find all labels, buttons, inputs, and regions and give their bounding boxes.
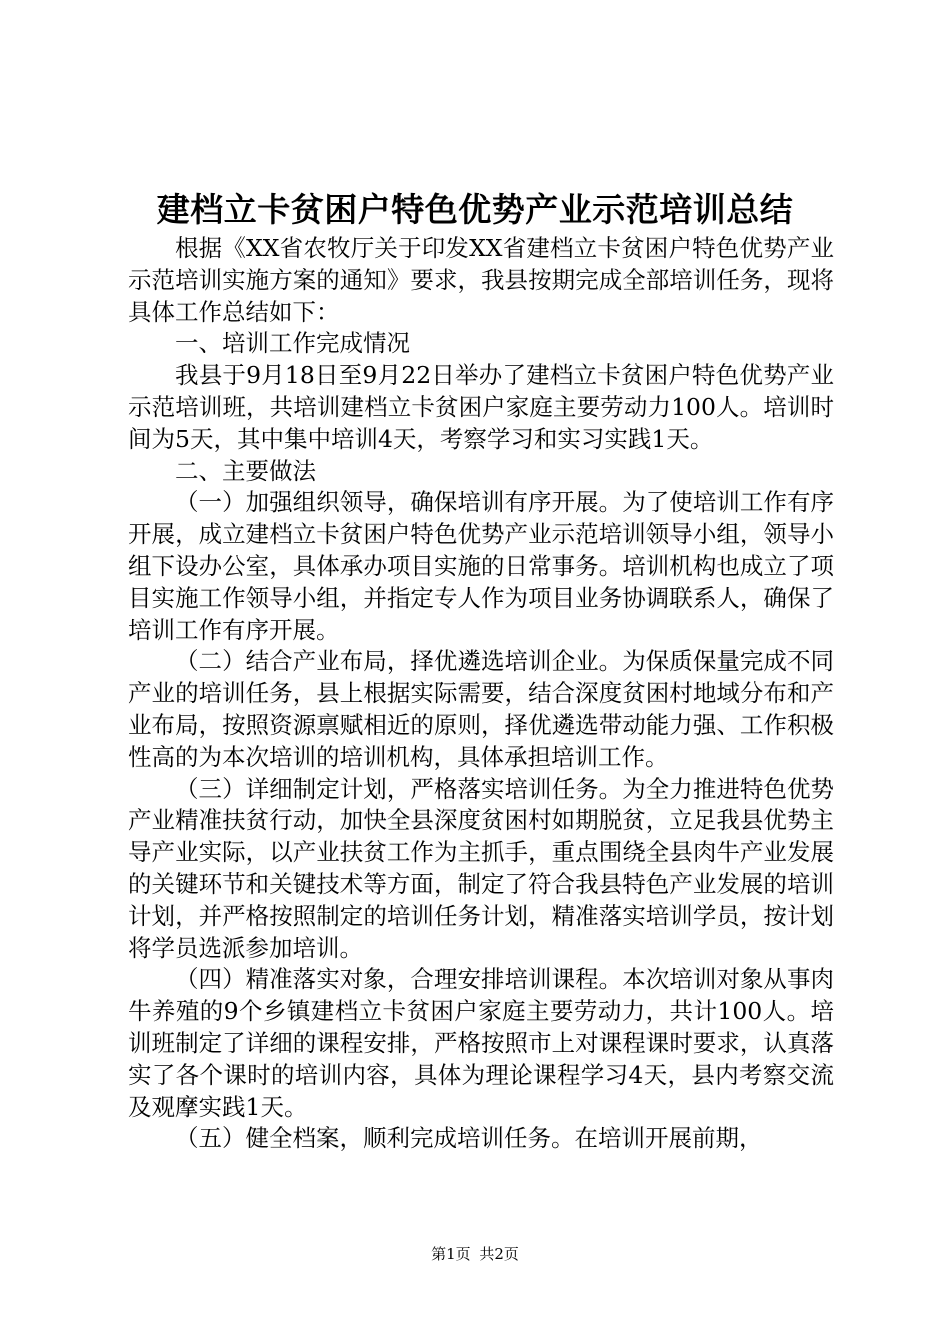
document-body (128, 233, 834, 1155)
intro-paragraph: 根据《XX省农牧厅关于印发XX省建档立卡贫困户特色优势产业示范培训实施方案的通知》要求，我县按期完成全部培训任务，现将具体工作总结如下： (128, 234, 834, 326)
page-total: 共2页 (479, 1245, 519, 1263)
subsection-2-paragraph: （二）结合产业布局，择优遴选培训企业。为保质保量完成不同产业的培训任务，县上根据实际需要，结合深度贫困村地域分布和产业布局，按照资源禀赋相近的原则，择优遴选带动能力强、工作积极性高的为本次培训的培训机构，具体承担培训工作。 (128, 647, 834, 771)
page-number: 第1页 (431, 1245, 471, 1263)
page-footer (0, 1244, 950, 1264)
section-1-paragraph: 我县于9月18日至9月22日举办了建档立卡贫困户特色优势产业示范培训班，共培训建档立卡贫困户家庭主要劳动力100人。培训时间为5天，其中集中培训4天，考察学习和实习实践1天。 (128, 361, 834, 453)
section-heading-2: 二、主要做法 (175, 456, 316, 485)
subsection-5-paragraph: （五）健全档案，顺利完成培训任务。在培训开展前期， (175, 1124, 763, 1153)
subsection-3-paragraph: （三）详细制定计划，严格落实培训任务。为全力推进特色优势产业精准扶贫行动，加快全县深度贫困村如期脱贫，立足我县优势主导产业实际，以产业扶贫工作为主抓手，重点围绕全县肉牛产业发展的关键环节和关键技术等方面，制定了符合我县特色产业发展的培训计划，并严格按照制定的培训任务计划，精准落实培训学员，按计划将学员选派参加培训。 (128, 774, 834, 962)
subsection-1-paragraph: （一）加强组织领导，确保培训有序开展。为了使培训工作有序开展，成立建档立卡贫困户特色优势产业示范培训领导小组，领导小组下设办公室，具体承办项目实施的日常事务。培训机构也成立了项目实施工作领导小组，并指定专人作为项目业务协调联系人，确保了培训工作有序开展。 (128, 488, 834, 644)
document-title: 建档立卡贫困户特色优势产业示范培训总结 (156, 190, 794, 229)
section-heading-1: 一、培训工作完成情况 (175, 329, 410, 358)
subsection-4-paragraph: （四）精准落实对象，合理安排培训课程。本次培训对象从事肉牛养殖的9个乡镇建档立卡贫困户家庭主要劳动力，共计100人。培训班制定了详细的课程安排，严格按照市上对课程课时要求，认真落实了各个课时的培训内容，具体为理论课程学习4天，县内考察交流及观摩实践1天。 (128, 965, 834, 1121)
